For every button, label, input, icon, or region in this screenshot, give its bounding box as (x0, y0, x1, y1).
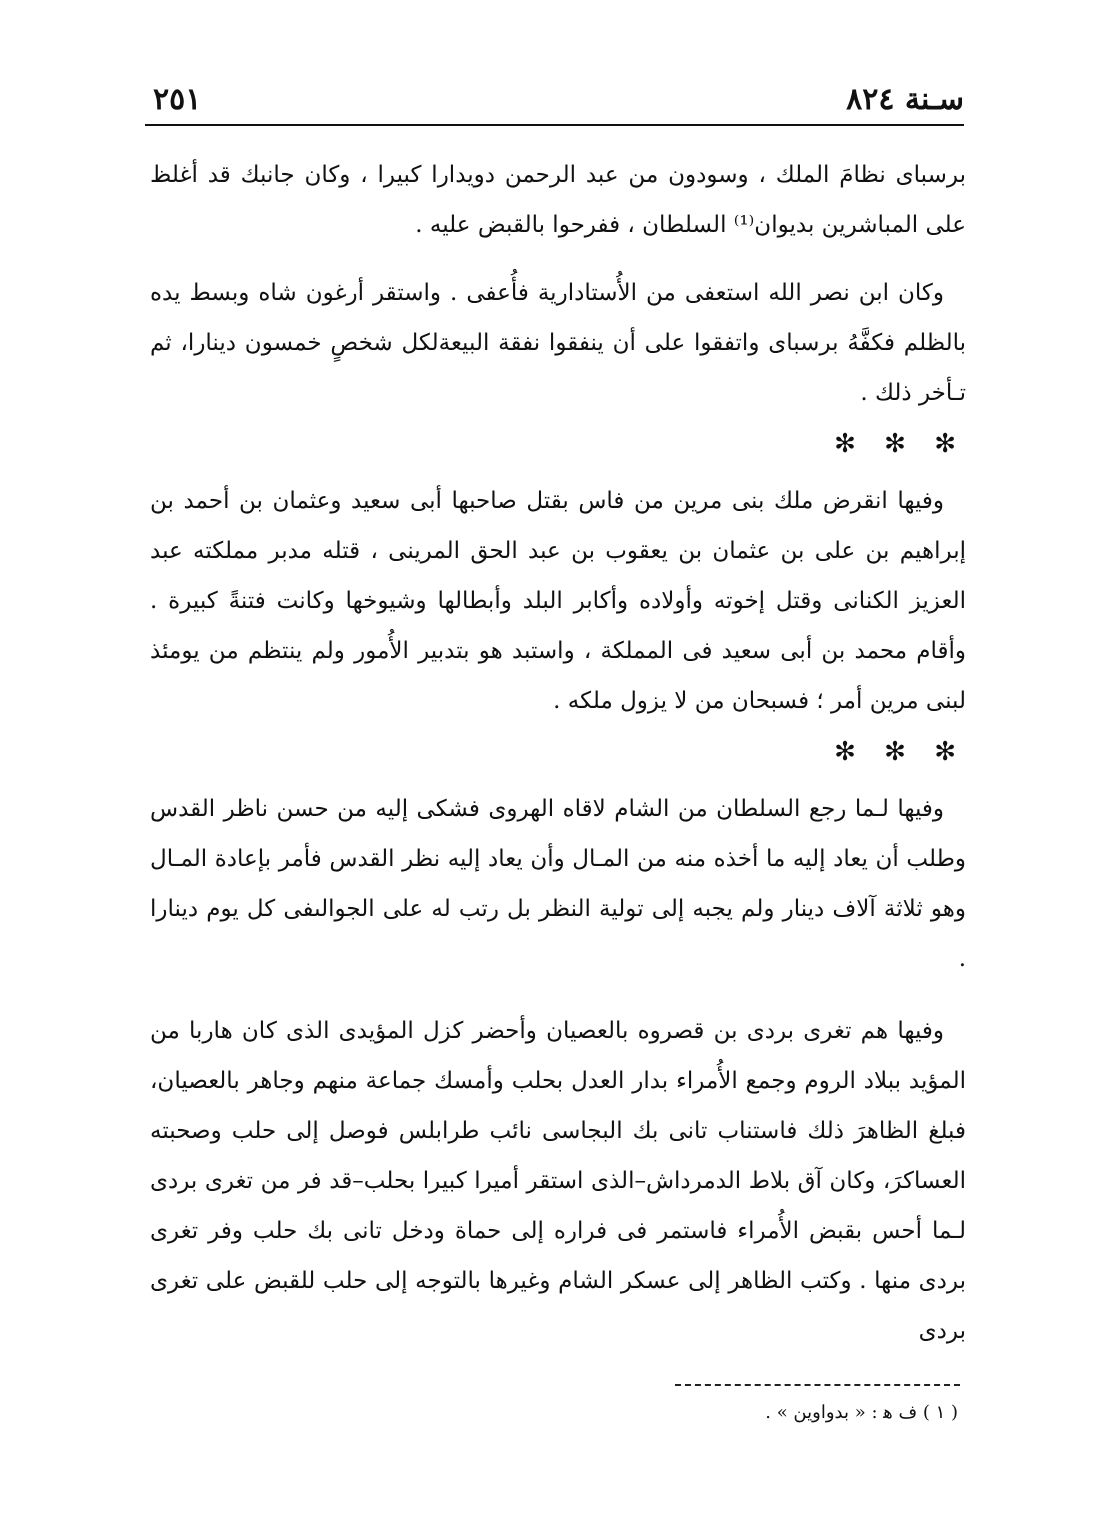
header-year-label: سـنة ٨٢٤ (846, 82, 964, 117)
main-text (150, 150, 966, 1356)
paragraph-4: وفيها لـما رجع السلطان من الشام لاقاه الهروى فشكى إليه من حسن ناظر القدس وطلب أن يعاد إليه ما أخذه منه من المـال وأن يعاد إليه نظر القدس فأمر بإعادة المـال وهو ثلاثة آلاف دينار ولم يجبه إلى تولية النظر بل رتب له على الجوالىفى كل يوم دينارا . (150, 796, 966, 972)
paragraph-3: وفيها انقرض ملك بنى مرين من فاس بقتل صاحبها أبى سعيد وعثمان بن أحمد بن إبراهيم بن على بن عثمان بن يعقوب بن عبد الحق المرينى ، قتله مدبر مملكته عبد العزيز الكنانى وقتل إخوته وأولاده وأكابر البلد وأبطالها وشيوخها وكانت فتنةً كبيرة . وأقام محمد بن أبى سعيد فى المملكة ، واستبد هو بتدبير الأُمور ولم ينتظم من يومئذ لبنى مرين أمر ؛ فسبحان من لا يزول ملكه . (150, 488, 966, 714)
page-number: ٢٥١ (153, 82, 202, 117)
paragraph-5: وفيها هم تغرى بردى بن قصروه بالعصيان وأحضر كزل المؤيدى الذى كان هاربا من المؤيد ببلاد الروم وجمع الأُمراء بدار العدل بحلب وأمسك جماعة منهم وجاهر بالعصيان، فبلغ الظاهرَ ذلك فاستناب تانى بك البجاسى نائب طرابلس فوصل إلى حلب وصحبته العساكرَ، وكان آق بلاط الدمرداش–الذى استقر أميرا كبيرا بحلب–قد فر من تغرى بردى لـما أحس بقبض الأُمراء فاستمر فى فراره إلى حماة ودخل تانى بك حلب وفر تغرى بردى منها . وكتب الظاهر إلى عسكر الشام وغيرها بالتوجه إلى حلب للقبض على تغرى بردى (150, 1018, 966, 1344)
running-header (145, 78, 964, 122)
paragraph-1: برسباى نظامَ الملك ، وسودون من عبد الرحمن دويدارا كبيرا ، وكان جانبك قد أغلظ على المباشرين بديوان⁽¹⁾ السلطان ، ففرحوا بالقبض عليه . (150, 162, 966, 238)
footnote-divider (675, 1384, 960, 1386)
footnote: ( ١ ) ف ﻫ : « بدواوين » . (765, 1402, 958, 1423)
section-separator-2: ✻ ✻ ✻ (834, 737, 966, 767)
header-divider (145, 124, 964, 126)
paragraph-2: وكان ابن نصر الله استعفى من الأُستادارية فأُعفى . واستقر أرغون شاه وبسط يده بالظلم فكفَّهُ برسباى واتفقوا على أن ينفقوا نفقة البيعةلكل شخصٍ خمسون دينارا، ثم تـأخر ذلك . (150, 280, 966, 406)
section-separator-1: ✻ ✻ ✻ (834, 429, 966, 459)
